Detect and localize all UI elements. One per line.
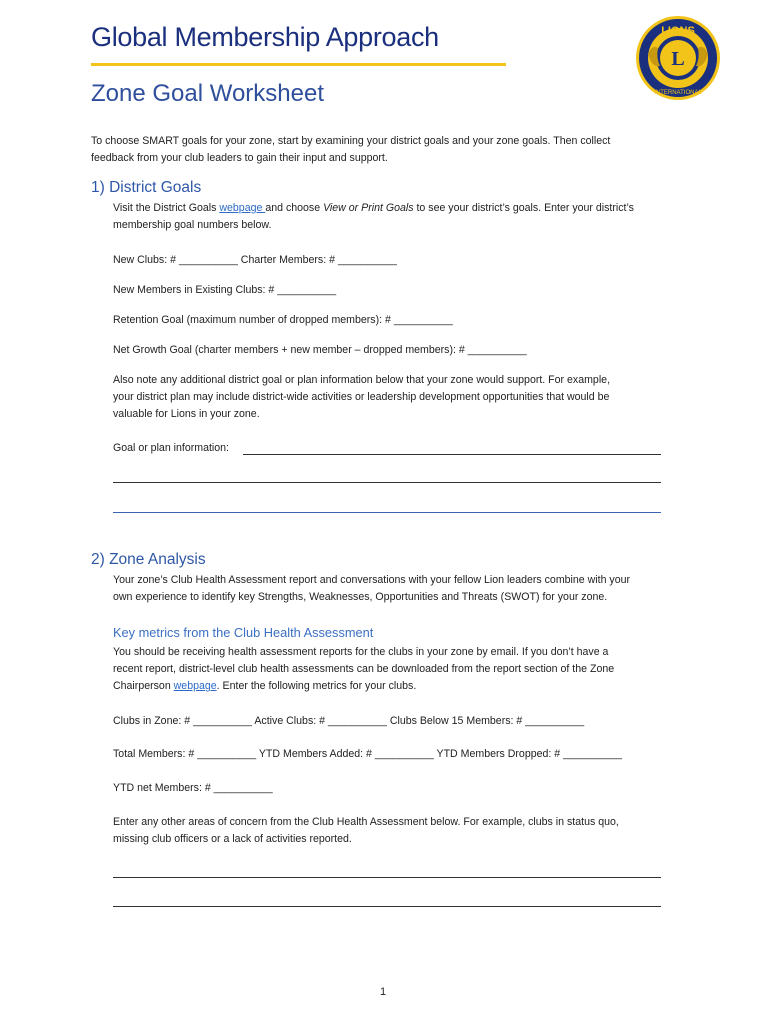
district-goals-webpage-link[interactable]: webpage [219, 202, 266, 214]
clubs-in-zone-field[interactable]: Clubs in Zone: # __________ Active Clubs: # __________ Clubs Below 15 Members: # __________ [113, 715, 585, 727]
page-number: 1 [380, 986, 387, 998]
total-members-field[interactable]: Total Members: # __________ YTD Members Added: # __________ YTD Members Dropped: # __________ [113, 748, 623, 760]
visit-text-c: to see your district’s goals. Enter your district’s [413, 202, 634, 214]
ytd-net-members-field[interactable]: YTD net Members: # __________ [113, 782, 273, 794]
zone-analysis-heading: 2) Zone Analysis [91, 551, 206, 568]
retention-goal-field[interactable]: Retention Goal (maximum number of dropped members): # __________ [113, 314, 453, 326]
goal-plan-line-2[interactable] [113, 482, 661, 483]
goal-plan-label: Goal or plan information: [113, 442, 230, 454]
concern-line-1: Enter any other areas of concern from the Club Health Assessment below. For example, clubs in status quo, [113, 816, 619, 828]
new-clubs-field[interactable]: New Clubs: # __________ Charter Members: # __________ [113, 254, 397, 266]
goal-plan-line-3[interactable] [113, 512, 661, 513]
logo-letter: L [671, 48, 685, 70]
district-visit-line [113, 200, 634, 218]
intro-line-1: To choose SMART goals for your zone, start by examining your district goals and your zone goals. Then collect [91, 135, 611, 147]
key-metrics-subheading: Key metrics from the Club Health Assessment [113, 625, 374, 640]
page-title: Global Membership Approach [91, 22, 439, 52]
visit-text-b: and choose [265, 202, 324, 214]
title-underline [91, 63, 506, 66]
also-note-line-3: valuable for Lions in your zone. [113, 408, 260, 420]
zone-intro-line-2: own experience to identify key Strengths, Weaknesses, Opportunities and Threats (SWOT) for your zone. [113, 591, 608, 603]
district-goals-heading: 1) District Goals [91, 179, 202, 196]
new-members-field[interactable]: New Members in Existing Clubs: # __________ [113, 284, 337, 296]
page-subtitle: Zone Goal Worksheet [91, 80, 325, 107]
logo-text: LIONS [661, 25, 695, 37]
district-visit-line-2: membership goal numbers below. [113, 219, 272, 231]
key-metrics-line-1: You should be receiving health assessment reports for the clubs in your zone by email. If you don’t have a [113, 646, 609, 658]
key-metrics-line-2: recent report, district-level club health assessments can be downloaded from the report section of the Zone [113, 663, 615, 675]
visit-text-a: Visit the District Goals [113, 202, 220, 214]
key-metrics-line-3 [113, 678, 416, 696]
net-growth-goal-field[interactable]: Net Growth Goal (charter members + new member – dropped members): # __________ [113, 344, 527, 356]
concern-line-2: missing club officers or a lack of activities reported. [113, 833, 352, 845]
key-metrics-text-a: Chairperson [113, 680, 174, 692]
zone-chairperson-webpage-link[interactable]: webpage [173, 680, 217, 692]
intro-line-2: feedback from your club leaders to gain their input and support. [91, 152, 388, 164]
concern-answer-line-2[interactable] [113, 906, 661, 907]
goal-plan-line-1[interactable] [243, 454, 661, 455]
also-note-line-1: Also note any additional district goal or plan information below that your zone would support. For example, [113, 374, 611, 386]
key-metrics-text-b: . Enter the following metrics for your clubs. [216, 680, 417, 692]
concern-answer-line-1[interactable] [113, 877, 661, 878]
visit-text-em: View or Print Goals [323, 202, 414, 214]
logo-subtext: INTERNATIONAL [654, 90, 702, 96]
also-note-line-2: your district plan may include district-wide activities or leadership development opportunities that would be [113, 391, 610, 403]
lions-logo [634, 14, 722, 102]
zone-intro-line-1: Your zone’s Club Health Assessment report and conversations with your fellow Lion leaders combine with your [113, 574, 631, 586]
